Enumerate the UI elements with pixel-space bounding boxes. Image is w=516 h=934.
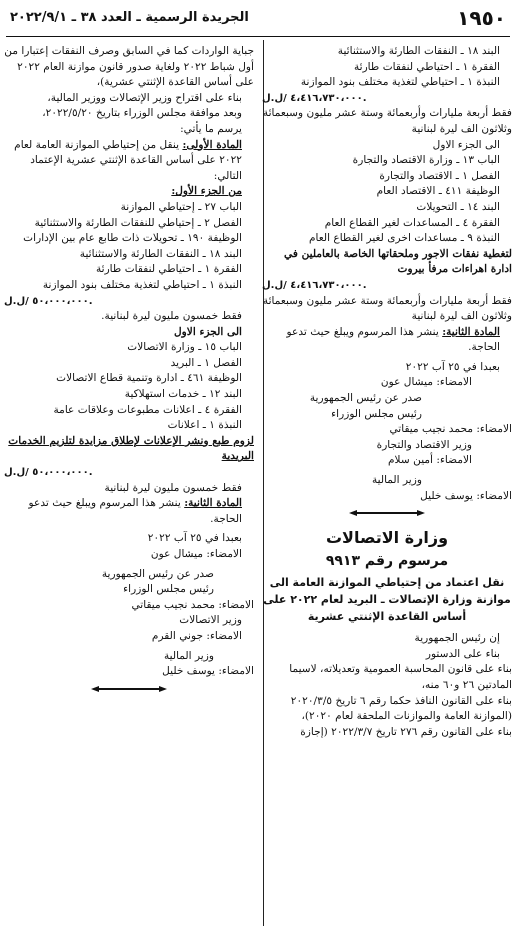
text-line: الفقرة ١ ـ احتياطي لنفقات طارئة (353, 60, 500, 73)
amount: ٥٠،٠٠٠،٠٠٠ /ل.ل. (4, 467, 93, 479)
article-text: ينشر هذا المرسوم ويبلغ حيث تدعو الحاجة. (28, 497, 242, 525)
text-line: الفقرة ١ ـ احتياطي لنفقات طارئة (95, 263, 242, 276)
part-heading: من الجزء الأول: (171, 185, 242, 198)
page-number: ١٩٥٠ (457, 6, 506, 30)
text-line: وبعد موافقة مجلس الوزراء بتاريخ ٢٠٢٢/٥/٢٠، (42, 107, 242, 120)
text-line: النبذة ١ ـ اعلانات (167, 419, 242, 432)
article-label: المادة الثانية: (184, 497, 242, 510)
signature-line: الامضاء: ميشال عون (380, 376, 472, 389)
text-line: فقط خمسون مليون ليرة لبنانية. (101, 310, 242, 323)
signature-line: صدر عن رئيس الجمهورية (309, 392, 422, 405)
article-text: ينشر هذا المرسوم ويبلغ حيث تدعو الحاجة. (286, 325, 500, 354)
article-two (4, 496, 254, 527)
text-line: الى الجزء الاول (432, 138, 500, 151)
text-line: الفقرة ٤ ـ اعلانات مطبوعات وعلاقات عامة (53, 403, 242, 416)
text-line: بناء على اقتراح وزير الإتصالات ووزير المالية، (47, 91, 242, 104)
part-heading: الى الجزء الاول (173, 325, 242, 338)
text-line: الباب ١٣ ـ وزارة الاقتصاد والتجارة (352, 154, 500, 167)
article-label: المادة الأولى: (182, 138, 242, 151)
signature-line: رئيس مجلس الوزراء (123, 583, 214, 596)
right-column (262, 44, 512, 740)
preamble-line: إن رئيس الجمهورية (414, 632, 500, 645)
text-line: فقط أربعة مليارات وأربعمائة وستة عشر مليون وسبعمائة وثلاثون الف ليرة لبنانية (262, 294, 512, 323)
left-column (4, 44, 254, 704)
text-line: الوظيفة ٤٦١ ـ ادارة وتنمية قطاع الاتصالات (56, 372, 242, 385)
text-line: الباب ٢٧ ـ إحتياطي الموازنة (120, 200, 242, 213)
signature-line: الامضاء: محمد نجيب ميقاتي (131, 598, 254, 611)
decree-title: نقل اعتماد من إحتياطي الموازنة العامة الى موازنة وزارة الإتصالات ـ البريد لعام ٢٠٢٢ على أساس القاعدة الإثنتي عشرية (263, 576, 511, 624)
preamble-line: بناء على القانون رقم ٢٧٦ تاريخ ٢٠٢٢/٣/٧ (إجازة (300, 725, 512, 738)
text-line: يرسم ما يأتي: (180, 122, 242, 135)
page-header (6, 6, 510, 36)
text-line: الفقرة ٤ ـ المساعدات لغير القطاع العام (324, 216, 500, 229)
text-line: الفصل ٢ ـ إحتياطي للنفقات الطارئة والاستثنائية (34, 216, 242, 229)
header-divider (6, 36, 510, 37)
text-line: الفصل ١ ـ البريد (170, 356, 242, 369)
signature-line: وزير المالية (163, 649, 214, 662)
signature-line: الامضاء: ميشال عون (150, 548, 242, 560)
preamble-line: بناء على القانون النافذ حكما رقم ٦ تاريخ ٢٠٢٠/٣/٥ (الموازنة العامة والموازنات الملحقة لعام ٢٠٢٠)، (290, 694, 512, 723)
text-line: الوظيفة ٤١١ ـ الاقتصاد العام (376, 185, 500, 198)
text-line: فقط أربعة مليارات وأربعمائة وستة عشر مليون وسبعمائة وثلاثون الف ليرة لبنانية (262, 107, 512, 135)
article-one (4, 138, 254, 185)
purpose-line: لتغطية نفقات الاجور وملحقاتها الخاصة بالعاملين في ادارة اهراءات مرفأ بيروت (284, 247, 512, 276)
signature-line: الامضاء: أمين سلام (388, 454, 472, 467)
article-two (262, 325, 512, 356)
text-line: فقط خمسون مليون ليرة لبنانية (104, 481, 242, 494)
text-line: البند ١٨ ـ النفقات الطارئة والاستثنائية (337, 45, 500, 57)
signature-line: رئيس مجلس الوزراء (331, 407, 422, 420)
gazette-title: الجريدة الرسمية ـ العدد ٣٨ ـ ٢٠٢٢/٩/١ (10, 10, 249, 25)
signature-line: وزير الاتصالات (179, 614, 242, 627)
signature-line: الامضاء: جوني القرم (151, 629, 242, 642)
text-line: البند ١٤ ـ التحويلات (416, 200, 500, 213)
section-end-ornament (94, 688, 164, 696)
preamble-line: بناء على الدستور (425, 647, 500, 660)
section-end-ornament (352, 512, 422, 520)
text-line: الوظيفة ١٩٠ ـ تحويلات ذات طابع عام بين الإدارات (23, 232, 242, 245)
signature-line: وزير الاقتصاد والتجارة (376, 438, 472, 451)
decree-number: مرسوم رقم ٩٩١٣ (325, 553, 449, 570)
article-text: ينقل من إحتياطي الموازنة العامة لعام ٢٠٢٢ على أساس القاعدة الإثنتي عشرية الإعتماد التالي: (14, 138, 242, 182)
text-line: النبذة ٩ ـ مساعدات اخرى لغير القطاع العام (308, 232, 500, 245)
text-line: الفصل ١ ـ الاقتصاد والتجارة (379, 169, 500, 182)
article-label: المادة الثانية: (442, 325, 500, 338)
signature-line: الامضاء: يوسف خليل (420, 489, 512, 502)
purpose-line: لزوم طبع ونشر الإعلانات لإطلاق مزايدة لتلزيم الخدمات البريدية (8, 434, 254, 463)
text-line: النبذة ١ ـ احتياطي لتغذية مختلف بنود الموازنة (42, 278, 242, 291)
signature-line: صدر عن رئيس الجمهورية (101, 567, 214, 580)
text-line: النبذة ١ ـ احتياطي لتغذية مختلف بنود الموازنة (300, 76, 500, 89)
date-line: بعبدا في ٢٥ آب ٢٠٢٢ (147, 532, 242, 545)
signature-line: الامضاء: يوسف خليل (162, 665, 254, 678)
amount: ٥٠،٠٠٠،٠٠٠ /ل.ل. (4, 295, 93, 307)
text-line: جباية الواردات كما في السابق وصرف النفقات إعتبارا من أول شباط ٢٠٢٢ ولغاية صدور قانون موازنة العام ٢٠٢٢ على أساس القاعدة الإثنتي عشرية)، (4, 45, 254, 89)
date-line: بعبدا في ٢٥ آب ٢٠٢٢ (405, 360, 500, 373)
preamble-line: بناء على قانون المحاسبة العمومية وتعديلاته، لاسيما المادتين ٢٦ و٦٠ منه، (289, 663, 512, 691)
signature-line: وزير المالية (371, 474, 422, 487)
amount: ٤،٤١٦،٧٣٠،٠٠٠ /ل.ل. (262, 279, 367, 291)
signature-line: الامضاء: محمد نجيب ميقاتي (389, 423, 512, 436)
text-line: الباب ١٥ ـ وزارة الاتصالات (127, 341, 242, 354)
text-line: البند ١٨ ـ النفقات الطارئة والاستثنائية (79, 247, 242, 260)
amount: ٤،٤١٦،٧٣٠،٠٠٠ /ل.ل. (262, 92, 367, 104)
text-line: البند ١٢ ـ خدمات استهلاكية (124, 388, 242, 401)
ministry-heading: وزارة الاتصالات (325, 528, 449, 548)
